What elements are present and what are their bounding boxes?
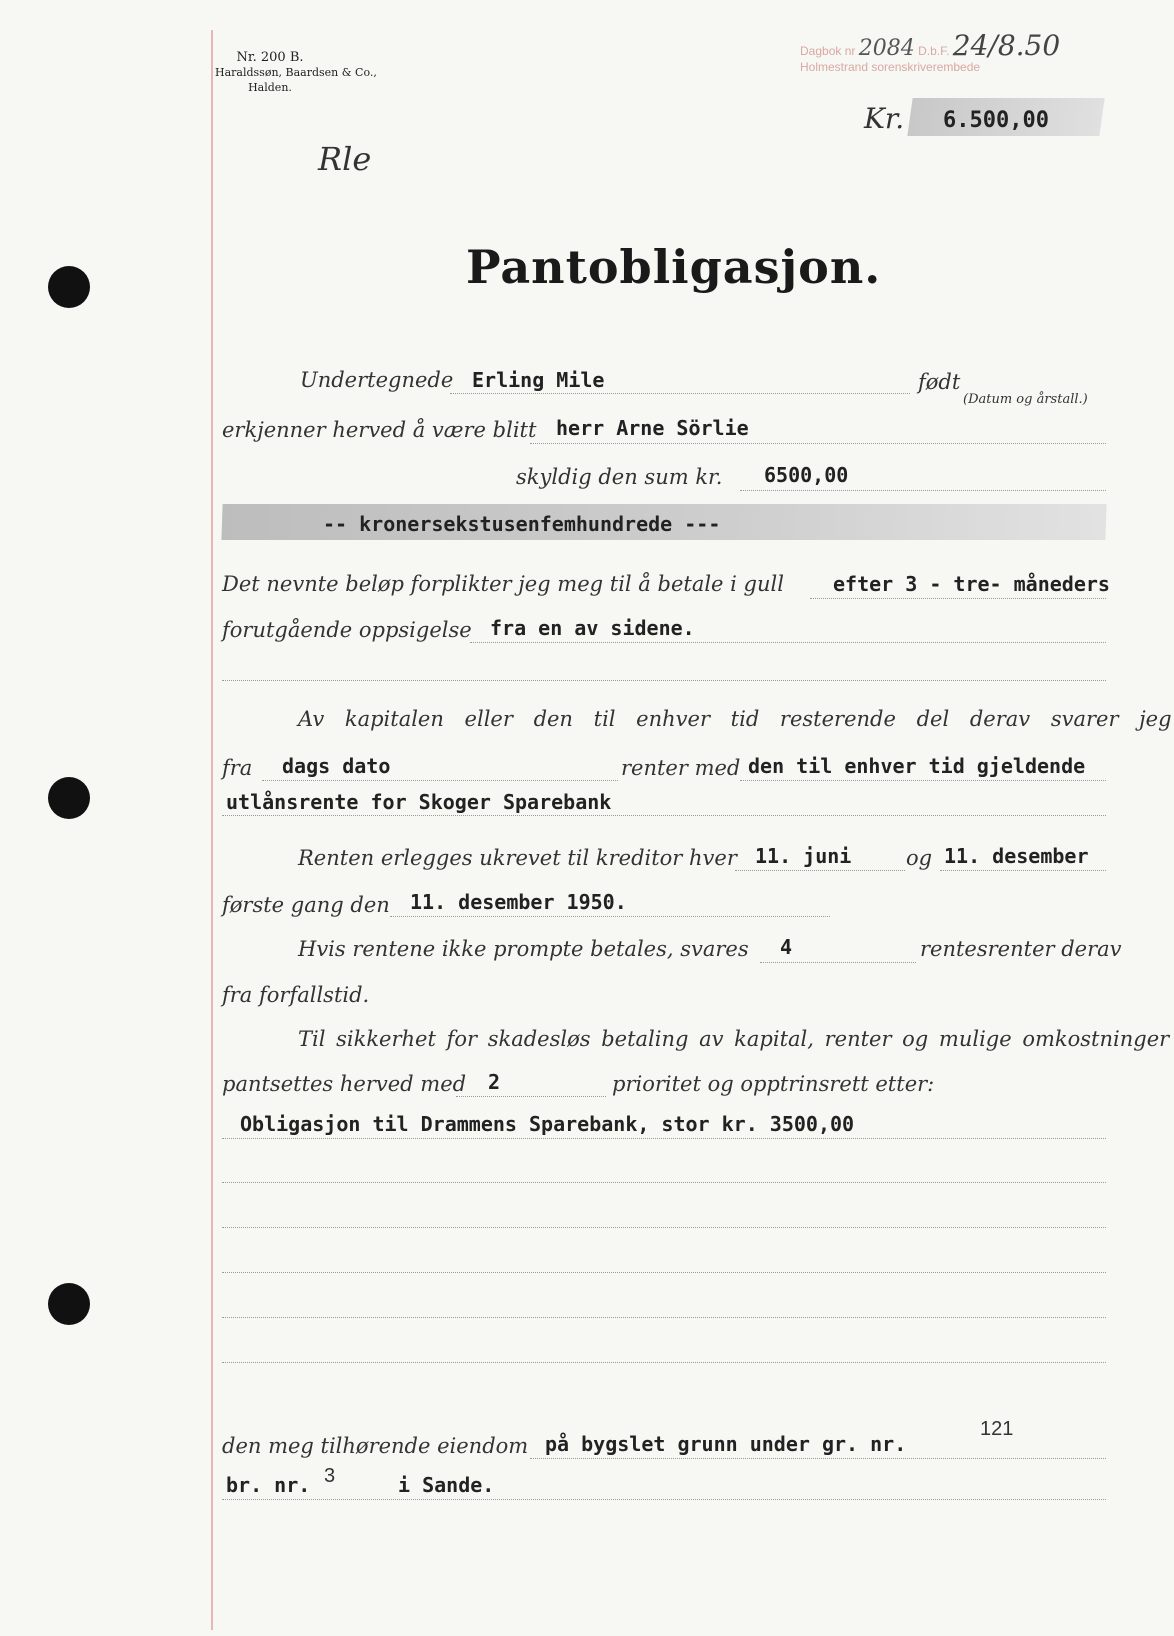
stamp-office: Holmestrand sorenskriverembede [800, 60, 981, 74]
underline [450, 393, 910, 394]
stamp-number: 2084 [858, 36, 915, 61]
underline [810, 598, 1106, 599]
underline [735, 870, 905, 871]
underline [760, 962, 916, 963]
due-value-2: 11. desember [944, 844, 1089, 868]
underline [222, 1138, 1106, 1139]
blank-line [222, 1317, 1106, 1318]
born-hint: (Datum og årstall.) [963, 392, 1088, 407]
acknowledge-label: erkjenner herved å være blitt [222, 418, 537, 442]
punch-hole [48, 266, 90, 308]
br-number: 3 [324, 1465, 336, 1487]
underline [222, 815, 1106, 816]
punch-hole [48, 777, 90, 819]
creditor-value: herr Arne Sörlie [556, 416, 749, 440]
underline [740, 490, 1106, 491]
punch-hole [48, 1283, 90, 1325]
underline [222, 1499, 1106, 1500]
pay-value: efter 3 - tre- måneders [833, 572, 1110, 596]
undersigned-label: Undertegnede [300, 368, 454, 392]
blank-line [222, 1272, 1106, 1273]
pledge-value: 2 [488, 1070, 501, 1094]
due-value-1: 11. juni [755, 844, 852, 868]
property-value: på bygslet grunn under gr. nr. [545, 1432, 907, 1456]
blank-line [222, 1362, 1106, 1363]
late-line-2: fra forfallstid. [222, 983, 370, 1007]
blank-line [222, 680, 1106, 681]
blank-line [222, 1227, 1106, 1228]
undersigned-value: Erling Mile [472, 368, 605, 392]
owing-label: skyldig den sum kr. [516, 465, 723, 489]
pledge-label: pantsettes herved med [222, 1072, 467, 1096]
due-label: Renten erlegges ukrevet til kreditor hver [298, 846, 737, 870]
stamp-suffix: D.b.F. [918, 44, 950, 58]
printer-city: Halden. [248, 81, 292, 94]
underline [470, 642, 1106, 643]
registry-stamp [800, 29, 1061, 75]
blank-line [222, 1182, 1106, 1183]
printer-name: Haraldssøn, Baardsen & Co., [215, 66, 377, 79]
stamp-date: 24/8.50 [952, 29, 1061, 62]
security-text: Til sikkerhet for skadesløs betaling av kapital, renter og mulige omkostninger [298, 1027, 1170, 1051]
pay-label: Det nevnte beløp forplikter jeg meg til å betale i gull [222, 572, 784, 596]
first-value: 11. desember 1950. [410, 890, 627, 914]
capital-text: Av kapitalen eller den til enhver tid resterende del derav svarer jeg [298, 707, 1172, 731]
printer-imprint [215, 50, 377, 95]
priority-label: prioritet og opptrinsrett etter: [612, 1072, 935, 1096]
gr-number: 121 [980, 1418, 1014, 1440]
notice-label: forutgående oppsigelse [222, 618, 472, 642]
interest-value-cont: utlånsrente for Skoger Sparebank [226, 790, 612, 814]
kr-label: Kr. [864, 102, 905, 135]
underline [390, 916, 830, 917]
margin-rule [211, 30, 213, 1630]
stamp-label: Dagbok nr [800, 44, 856, 58]
due-and: og [906, 846, 933, 870]
underline [940, 870, 1106, 871]
underline [530, 1458, 1106, 1459]
from-label: fra [222, 756, 253, 780]
owing-value: 6500,00 [764, 463, 849, 487]
underline [530, 443, 1106, 444]
document-title: Pantobligasjon. [466, 240, 882, 294]
underline [740, 780, 1106, 781]
property-label: den meg tilhørende eiendom [222, 1434, 529, 1458]
kr-amount: 6.500,00 [943, 108, 1049, 133]
from-value: dags dato [282, 754, 391, 778]
place-value: i Sande. [398, 1473, 495, 1497]
late-suffix: rentesrenter derav [920, 937, 1122, 961]
initials-signature: Rle [318, 140, 372, 178]
interest-value: den til enhver tid gjeldende [748, 754, 1086, 778]
form-number: Nr. 200 B. [236, 50, 304, 65]
underline [262, 780, 618, 781]
late-value: 4 [780, 935, 793, 959]
interest-label: renter med [621, 756, 741, 780]
late-label: Hvis rentene ikke prompte betales, svares [298, 937, 749, 961]
amount-words: -- kronersekstusenfemhundrede --- [323, 512, 721, 536]
br-label: br. nr. [226, 1473, 311, 1497]
notice-value: fra en av sidene. [490, 616, 695, 640]
priority-value: Obligasjon til Drammens Sparebank, stor kr. 3500,00 [240, 1112, 855, 1136]
born-label: født [918, 370, 961, 394]
first-label: første gang den [222, 893, 390, 917]
underline [456, 1096, 606, 1097]
